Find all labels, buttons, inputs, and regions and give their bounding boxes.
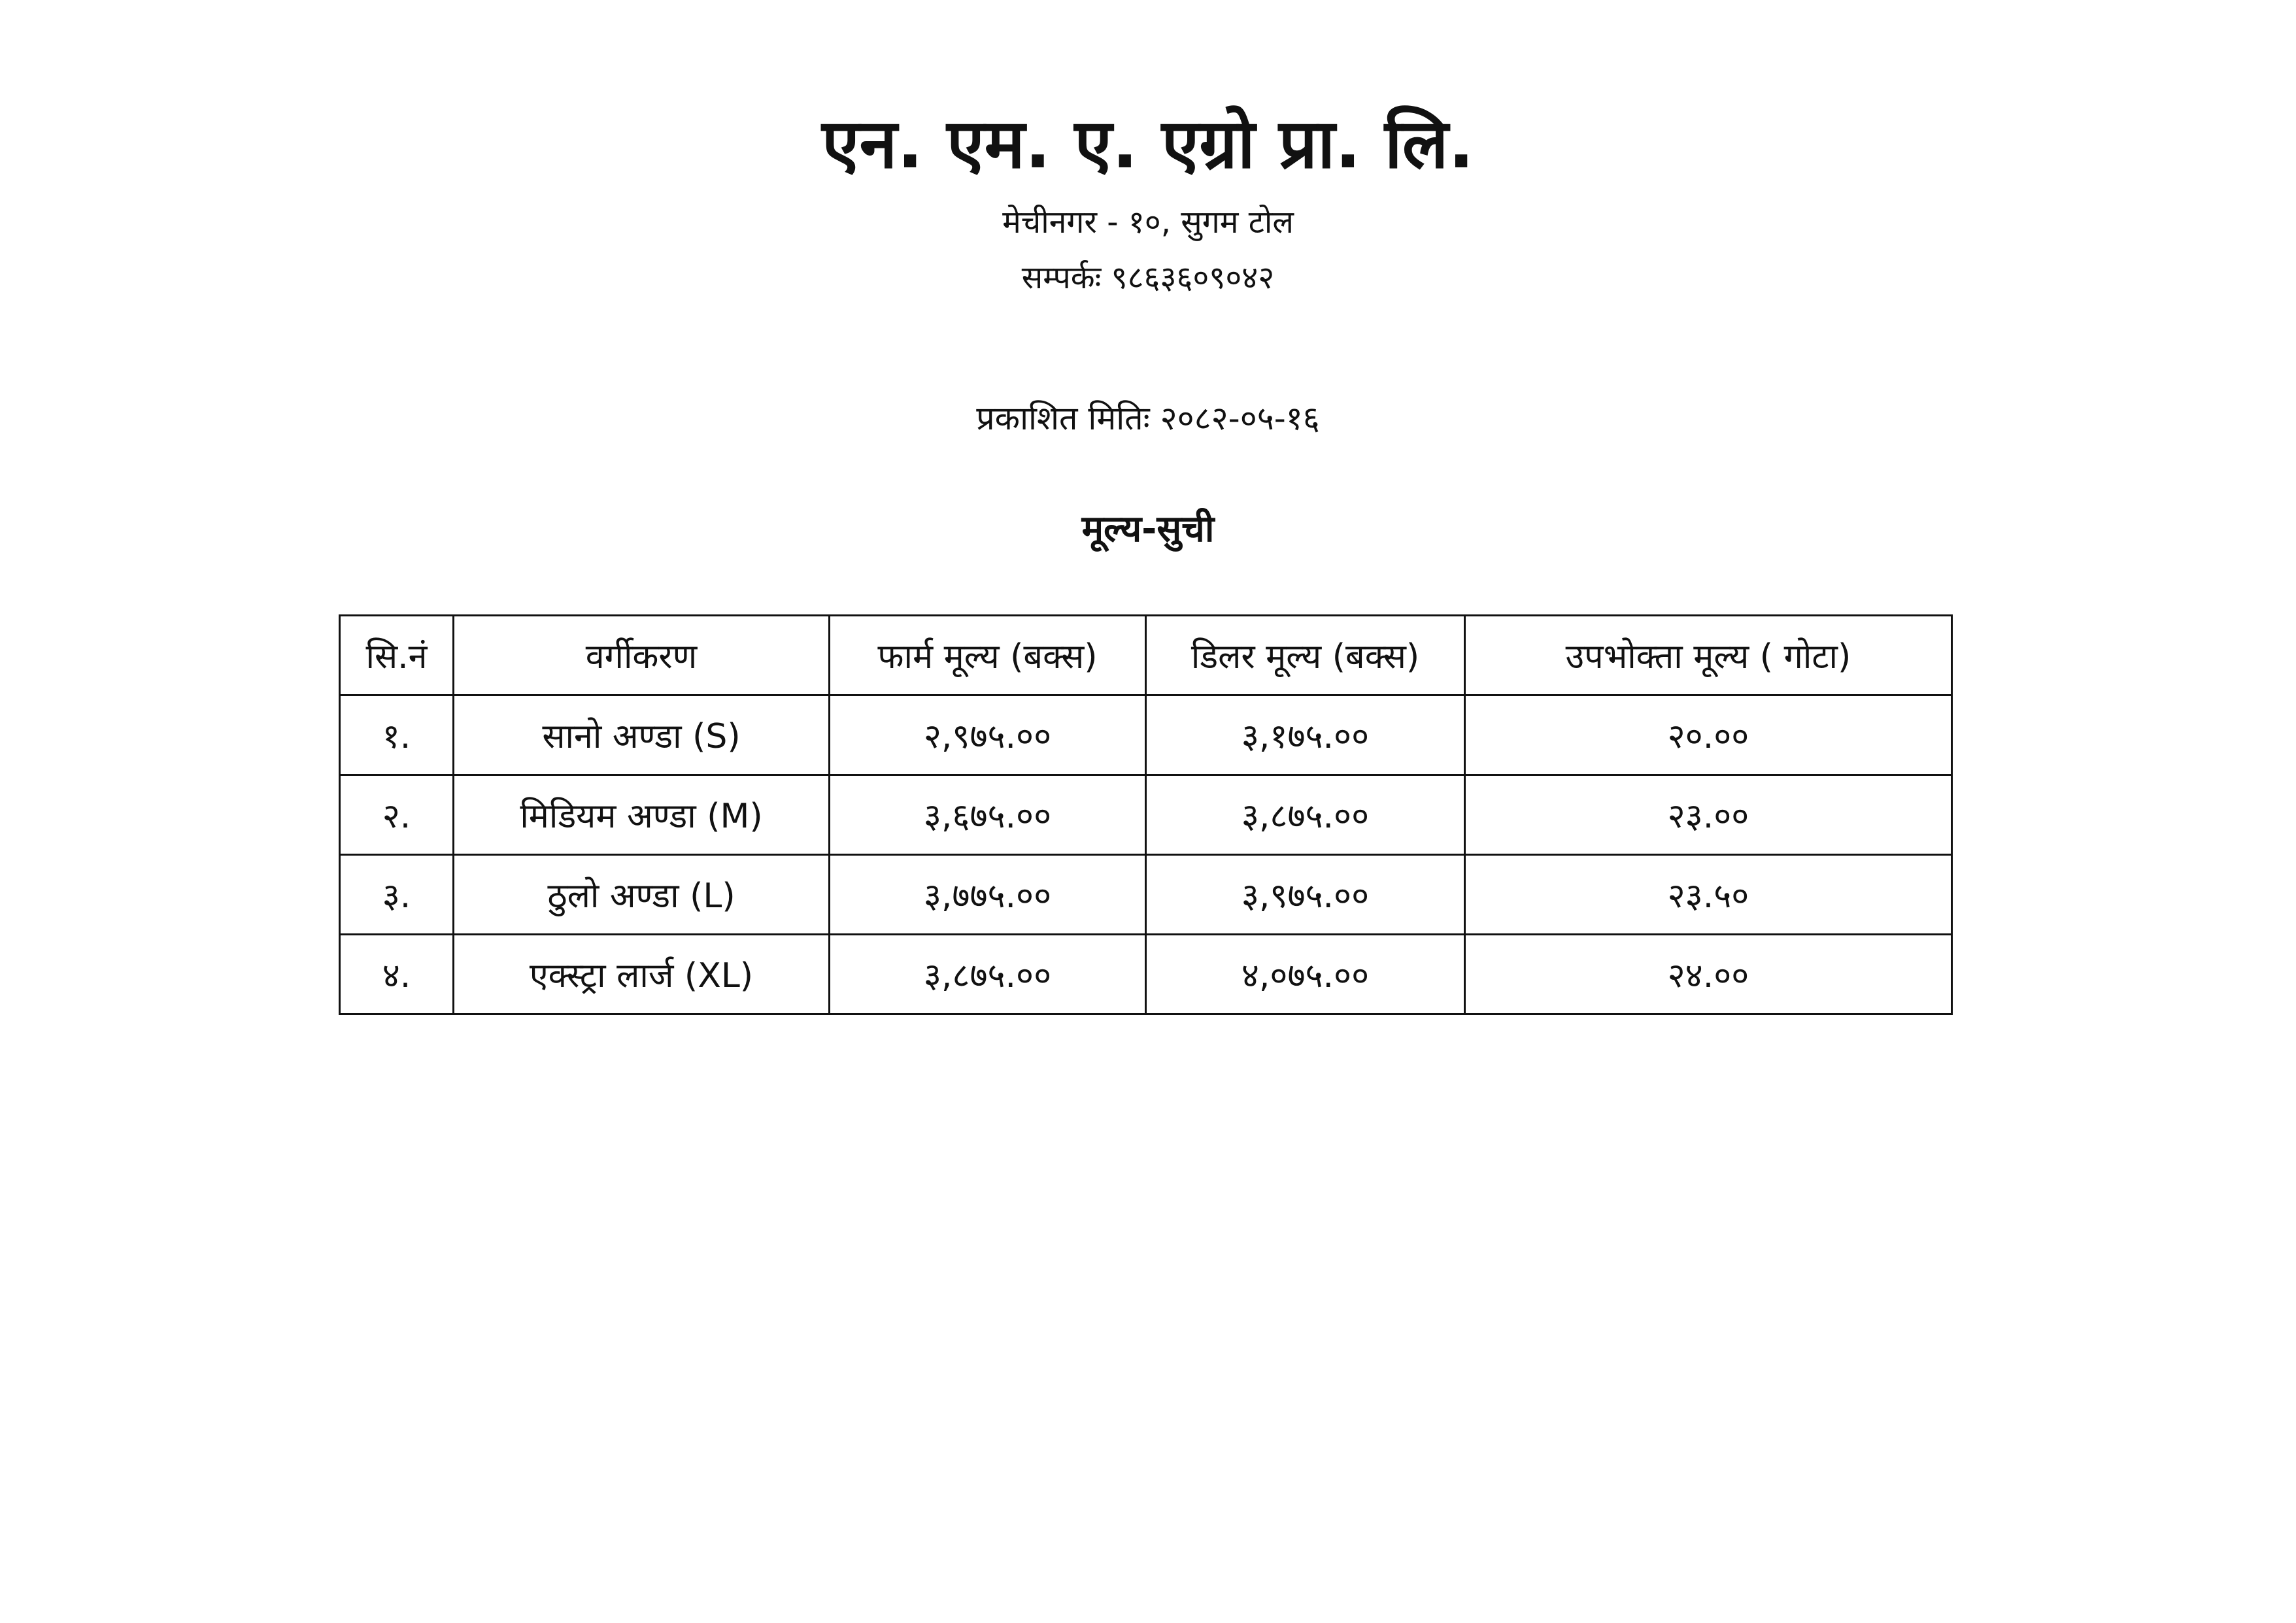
cell-consumer-price: २३.५० xyxy=(1465,855,1952,935)
table-row xyxy=(340,775,1952,855)
header-consumer-price: उपभोक्ता मूल्य ( गोटा) xyxy=(1465,616,1952,695)
cell-dealer-price: ४,०७५.०० xyxy=(1146,935,1465,1014)
company-address: मेचीनगर - १०, सुगम टोल xyxy=(1002,204,1294,241)
table-row xyxy=(340,855,1952,935)
cell-consumer-price: २३.०० xyxy=(1465,775,1952,855)
cell-category: सानो अण्डा (S) xyxy=(454,695,830,775)
cell-farm-price: ३,७७५.०० xyxy=(830,855,1146,935)
cell-farm-price: २,९७५.०० xyxy=(830,695,1146,775)
header-serial: सि.नं xyxy=(340,616,454,695)
company-name: एन. एम. ए. एग्रो प्रा. लि. xyxy=(822,104,1474,184)
published-date: प्रकाशित मितिः २०८२-०५-१६ xyxy=(976,399,1320,437)
cell-farm-price: ३,६७५.०० xyxy=(830,775,1146,855)
table-row xyxy=(340,695,1952,775)
price-list-title: मूल्य-सुची xyxy=(1081,508,1215,550)
table-header-row xyxy=(340,616,1952,695)
cell-dealer-price: ३,९७५.०० xyxy=(1146,855,1465,935)
cell-consumer-price: २०.०० xyxy=(1465,695,1952,775)
company-contact: सम्पर्कः ९८६३६०९०४२ xyxy=(1021,259,1275,296)
header-dealer-price: डिलर मूल्य (बक्स) xyxy=(1146,616,1465,695)
cell-dealer-price: ३,१७५.०० xyxy=(1146,695,1465,775)
cell-serial: २. xyxy=(340,775,454,855)
cell-serial: १. xyxy=(340,695,454,775)
cell-category: ठुलो अण्डा (L) xyxy=(454,855,830,935)
cell-dealer-price: ३,८७५.०० xyxy=(1146,775,1465,855)
cell-farm-price: ३,८७५.०० xyxy=(830,935,1146,1014)
table-row xyxy=(340,935,1952,1014)
cell-category: मिडियम अण्डा (M) xyxy=(454,775,830,855)
price-table xyxy=(339,614,1953,1015)
cell-serial: ३. xyxy=(340,855,454,935)
header-farm-price: फार्म मूल्य (बक्स) xyxy=(830,616,1146,695)
cell-serial: ४. xyxy=(340,935,454,1014)
header-category: वर्गीकरण xyxy=(454,616,830,695)
cell-category: एक्स्ट्रा लार्ज (XL) xyxy=(454,935,830,1014)
cell-consumer-price: २४.०० xyxy=(1465,935,1952,1014)
